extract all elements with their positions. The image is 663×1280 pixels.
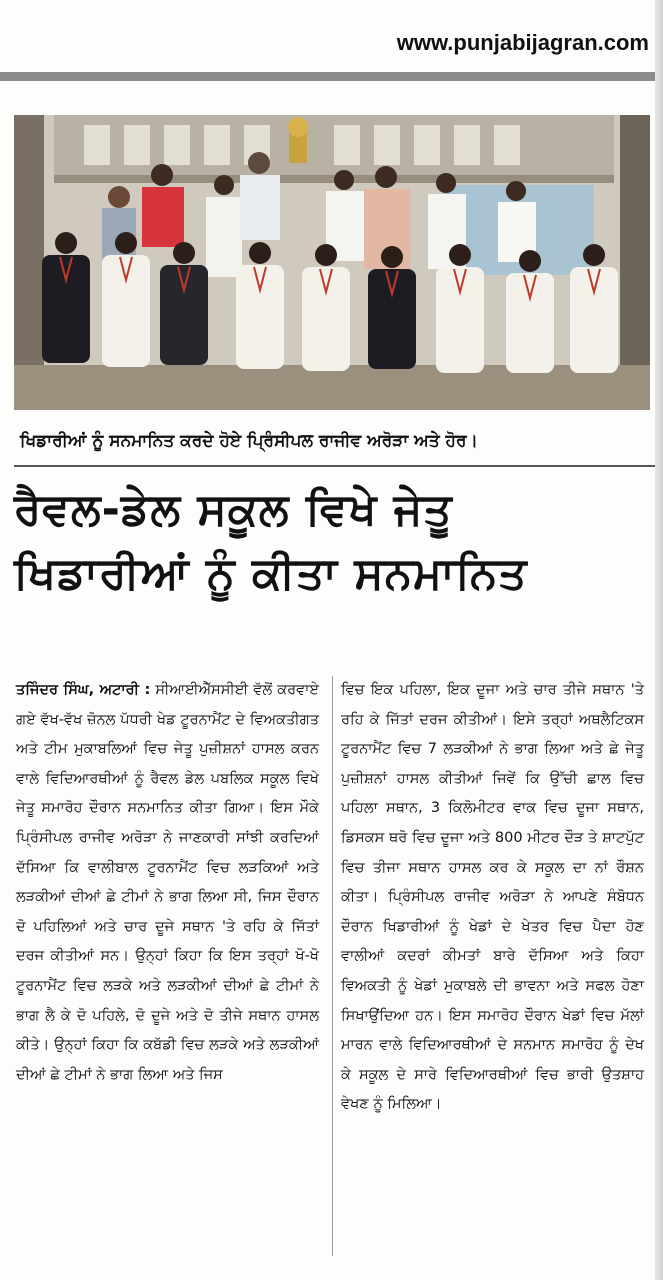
article-text-left: ਸੀਆਈਐੱਸਸੀਈ ਵੱਲੋਂ ਕਰਵਾਏ ਗਏ ਵੱਖ-ਵੱਖ ਜ਼ੋਨਲ ਪੱਧਰੀ ਖੇਡ ਟੂਰਨਾਮੈਂਟ ਦੇ ਵਿਅਕਤੀਗਤ ਅਤੇ ਟੀਮ ਮੁਕਾਬਲਿਆਂ ਵਿਚ ਜੇਤੂ ਪੁਜ਼ੀਸ਼ਨਾਂ ਹਾਸਲ ਕਰਨ ਵਾਲੇ ਵਿਦਿਆਰਥੀਆਂ ਨੂੰ ਰੈਵਲ ਡੇਲ ਪਬਲਿਕ ਸਕੂਲ ਵਿਖੇ ਜੇਤੂ ਸਮਾਰੋਹ ਦੌਰਾਨ ਸਨਮਾਨਿਤ ਕੀਤਾ ਗਿਆ। ਇਸ ਮੌਕੇ ਪ੍ਰਿੰਸੀਪਲ ਰਾਜੀਵ ਅਰੋੜਾ ਨੇ ਜਾਣਕਾਰੀ ਸਾਂਝੀ ਕਰਦਿਆਂ ਦੱਸਿਆ ਕਿ ਵਾਲੀਬਾਲ ਟੂਰਨਾਮੈਂਟ ਵਿਚ ਲੜਕਿਆਂ ਅਤੇ ਲੜਕੀਆਂ ਦੀਆਂ ਛੇ ਟੀਮਾਂ ਨੇ ਭਾਗ ਲਿਆ ਸੀ, ਜਿਸ ਦੌਰਾਨ ਦੋ ਪਹਿਲਿਆਂ ਅਤੇ ਚਾਰ ਦੂਜੇ ਸਥਾਨ 'ਤੇ ਰਹਿ ਕੇ ਜਿੱਤਾਂ ਦਰਜ ਕੀਤੀਆਂ ਸਨ। ਉਨ੍ਹਾਂ ਕਿਹਾ ਕਿ ਇਸ ਤਰ੍ਹਾਂ ਖੋ-ਖੋ ਟੂਰਨਾਮੈਂਟ ਵਿਚ ਲੜਕੇ ਅਤੇ ਲੜਕੀਆਂ ਦੀਆਂ ਛੇ ਟੀਮਾਂ ਨੇ ਭਾਗ ਲੈ ਕੇ ਦੋ ਪਹਿਲੇ, ਦੋ ਦੂਜੇ ਅਤੇ ਦੋ ਤੀਜੇ ਸਥਾਨ ਹਾਸਲ ਕੀਤੇ। ਉਨ੍ਹਾਂ ਕਿਹਾ ਕਿ ਕਬੱਡੀ ਵਿਚ ਲੜਕੇ ਅਤੇ ਲੜਕੀਆਂ ਦੀਆਂ ਛੇ ਟੀਮਾਂ ਨੇ ਭਾਗ ਲਿਆ ਅਤੇ ਜਿਸ: [16, 682, 319, 1083]
article-body: [16, 676, 646, 1256]
caption-rule: [14, 465, 655, 467]
article-column-right: [341, 676, 644, 1120]
byline: ਤਜਿੰਦਰ ਸਿੰਘ, ਅਟਾਰੀ :: [16, 682, 151, 698]
headline-line-1: ਰੈਵਲ-ਡੇਲ ਸਕੂਲ ਵਿਖੇ ਜੇਤੂ: [14, 484, 453, 535]
page-edge: [655, 0, 663, 1280]
header-rule: [0, 72, 655, 81]
photo-caption: ਖਿਡਾਰੀਆਂ ਨੂੰ ਸਨਮਾਨਿਤ ਕਰਦੇ ਹੋਏ ਪ੍ਰਿੰਸੀਪਲ ਰਾਜੀਵ ਅਰੋੜਾ ਅਤੇ ਹੋਰ।: [20, 431, 478, 451]
headline: [14, 478, 649, 606]
site-url: www.punjabijagran.com: [396, 30, 649, 55]
headline-line-2: ਖਿਡਾਰੀਆਂ ਨੂੰ ਕੀਤਾ ਸਨਮਾਨਿਤ: [14, 548, 528, 599]
column-divider: [332, 676, 333, 1256]
news-photo: [14, 115, 650, 410]
article-text-right: ਵਿਚ ਇਕ ਪਹਿਲਾ, ਇਕ ਦੂਜਾ ਅਤੇ ਚਾਰ ਤੀਜੇ ਸਥਾਨ 'ਤੇ ਰਹਿ ਕੇ ਜਿੱਤਾਂ ਦਰਜ ਕੀਤੀਆਂ। ਇਸੇ ਤਰ੍ਹਾਂ ਅਥਲੈਟਿਕਸ ਟੂਰਨਾਮੈਂਟ ਵਿਚ 7 ਲੜਕੀਆਂ ਨੇ ਭਾਗ ਲਿਆ ਅਤੇ ਛੇ ਜੇਤੂ ਪੁਜ਼ੀਸ਼ਨਾਂ ਹਾਸਲ ਕੀਤੀਆਂ ਜਿਵੇਂ ਕਿ ਉੱਚੀ ਛਾਲ ਵਿਚ ਪਹਿਲਾ ਸਥਾਨ, 3 ਕਿਲੋਮੀਟਰ ਵਾਕ ਵਿਚ ਦੂਜਾ ਸਥਾਨ, ਡਿਸਕਸ ਥਰੋ ਵਿਚ ਦੂਜਾ ਅਤੇ 800 ਮੀਟਰ ਦੌੜ ਤੇ ਸ਼ਾਟਪੁੱਟ ਵਿਚ ਤੀਜਾ ਸਥਾਨ ਹਾਸਲ ਕਰ ਕੇ ਸਕੂਲ ਦਾ ਨਾਂ ਰੌਸ਼ਨ ਕੀਤਾ। ਪ੍ਰਿੰਸੀਪਲ ਰਾਜੀਵ ਅਰੋੜਾ ਨੇ ਆਪਣੇ ਸੰਬੋਧਨ ਦੌਰਾਨ ਖਿਡਾਰੀਆਂ ਨੂੰ ਖੇਡਾਂ ਦੇ ਖੇਤਰ ਵਿਚ ਪੈਦਾ ਹੋਣ ਵਾਲੀਆਂ ਕਦਰਾਂ ਕੀਮਤਾਂ ਬਾਰੇ ਦੱਸਿਆ ਅਤੇ ਕਿਹਾ ਵਿਅਕਤੀ ਨੂੰ ਖੇਡਾਂ ਮੁਕਾਬਲੇ ਦੀ ਭਾਵਨਾ ਅਤੇ ਸਫਲ ਹੋਣਾ ਸਿਖਾਉਂਦਿਆ ਹਨ। ਇਸ ਸਮਾਰੋਹ ਦੌਰਾਨ ਖੇਡਾਂ ਵਿਚ ਮੱਲਾਂ ਮਾਰਨ ਵਾਲੇ ਵਿਦਿਆਰਥੀਆਂ ਦੇ ਸਨਮਾਨ ਸਮਾਰੋਹ ਨੂੰ ਦੇਖ ਕੇ ਸਕੂਲ ਦੇ ਸਾਰੇ ਵਿਦਿਆਰਥੀਆਂ ਵਿਚ ਭਾਰੀ ਉਤਸ਼ਾਹ ਵੇਖਣ ਨੂੰ ਮਿਲਿਆ।: [341, 682, 644, 1113]
article-column-left: [16, 676, 319, 1090]
